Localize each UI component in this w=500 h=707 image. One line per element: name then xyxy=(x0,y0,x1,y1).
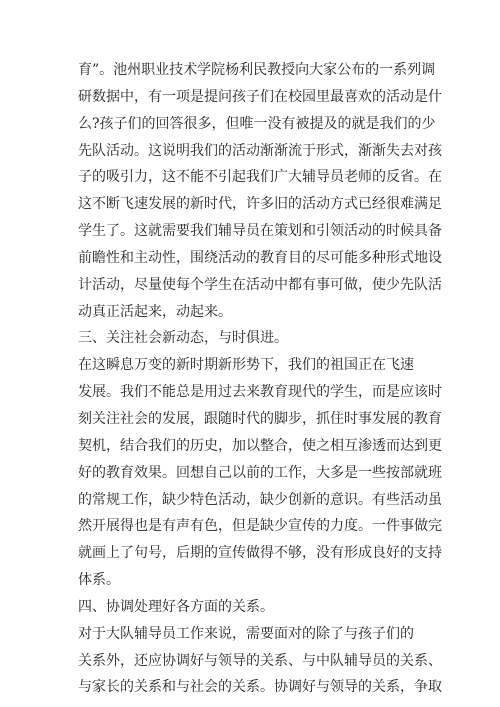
text-line: 在这瞬息万变的新时期新形势下，我们的祖国正在飞速 xyxy=(78,357,414,374)
body-text xyxy=(78,57,442,701)
text-line: 计活动，尽量使每个学生在活动中都有事可做，使少先队活 xyxy=(78,276,442,293)
text-line: 学生了。这就需要我们辅导员在策划和引领活动的时候具备 xyxy=(78,223,442,240)
text-line: 关系外，还应协调好与领导的关系、与中队辅导员的关系、 xyxy=(78,652,442,669)
text-line: 子的吸引力，这不能不引起我们广大辅导员老师的反省。在 xyxy=(78,169,442,186)
text-line: 契机，结合我们的历史，加以整合，使之相互渗透而达到更 xyxy=(78,437,442,454)
text-line: 好的教育效果。回想自己以前的工作，大多是一些按部就班 xyxy=(78,464,442,481)
text-line: 育”。池州职业技术学院杨利民教授向大家公布的一系列调 xyxy=(78,62,436,78)
section-heading: 三、关注社会新动态，与时俱进。 xyxy=(78,330,288,347)
text-line: 前瞻性和主动性，围绕活动的教育目的尽可能多种形式地设 xyxy=(78,249,442,266)
text-line: 刻关注社会的发展，跟随时代的脚步，抓住时事发展的教育 xyxy=(78,410,442,427)
section-heading: 四、协调处理好各方面的关系。 xyxy=(78,598,274,615)
text-line: 先队活动。这说明我们的活动渐渐流于形式，渐渐失去对孩 xyxy=(78,142,442,159)
text-line: 么?孩子们的回答很多，但唯一没有被提及的就是我们的少 xyxy=(78,115,436,132)
text-line: 的常规工作，缺少特色活动，缺少创新的意识。有些活动虽 xyxy=(78,491,442,508)
text-line: 这不断飞速发展的新时代，许多旧的活动方式已经很难满足 xyxy=(78,196,442,213)
text-line: 然开展得也是有声有色，但是缺少宣传的力度。一件事做完 xyxy=(78,518,442,535)
text-line: 体系。 xyxy=(78,572,120,589)
text-line: 发展。我们不能总是用过去来教育现代的学生，而是应该时 xyxy=(78,384,442,401)
text-line: 与家长的关系和与社会的关系。协调好与领导的关系，争取 xyxy=(78,679,442,696)
text-line: 就画上了句号，后期的宣传做得不够，没有形成良好的支持 xyxy=(78,545,442,562)
text-line: 动真正活起来，动起来。 xyxy=(78,303,232,320)
text-line: 研数据中，有一项是提问孩子们在校园里最喜欢的活动是什 xyxy=(78,88,442,105)
text-line: 对于大队辅导员工作来说，需要面对的除了与孩子们的 xyxy=(78,625,414,642)
